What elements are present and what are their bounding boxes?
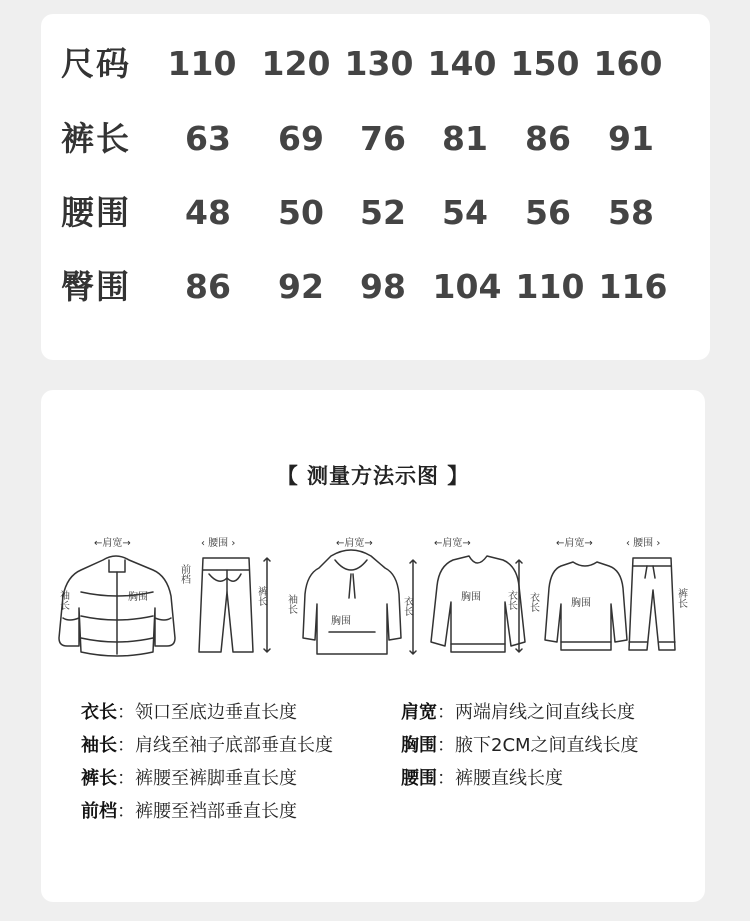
size-cell: 120 — [261, 44, 331, 83]
table-cell: 110 — [515, 267, 585, 306]
definition-item — [401, 731, 639, 761]
size-cell: 160 — [593, 44, 663, 83]
definition-desc: 裤腰至裆部垂直长度 — [135, 801, 297, 822]
definition-term: 肩宽 — [401, 702, 437, 723]
table-cell: 86 — [525, 119, 571, 158]
definition-item — [81, 698, 297, 728]
table-cell: 58 — [608, 193, 654, 232]
size-cell: 140 — [427, 44, 497, 83]
definition-desc: 腋下2CM之间直线长度 — [455, 735, 639, 756]
puffer-jacket-icon — [59, 556, 175, 656]
shoulder-label-2: ←肩宽→ — [336, 538, 373, 549]
pants-icon — [199, 558, 253, 652]
body-length-label-3: 衣长 — [527, 592, 539, 612]
table-cell: 86 — [185, 267, 231, 306]
table-cell: 52 — [360, 193, 406, 232]
table-cell: 63 — [185, 119, 231, 158]
definition-item — [81, 764, 297, 794]
row-label-pants-length: 裤长 — [61, 119, 131, 158]
waist-label-1: ‹ 腰围 › — [201, 538, 236, 549]
definition-colon: ： — [437, 702, 455, 723]
table-cell: 92 — [278, 267, 324, 306]
definition-item — [81, 797, 297, 827]
definition-colon: ： — [437, 768, 455, 789]
definition-desc: 领口至底边垂直长度 — [135, 702, 297, 723]
definition-term: 衣长 — [81, 702, 117, 723]
sleeve-label-2: 袖长 — [285, 594, 297, 614]
table-row — [41, 257, 710, 317]
definition-colon: ： — [437, 735, 455, 756]
definition-item — [401, 764, 563, 794]
definition-colon: ： — [117, 735, 135, 756]
size-cell: 130 — [344, 44, 414, 83]
guide-title: 【 测量方法示图 】 — [276, 464, 470, 488]
shoulder-label-4: ←肩宽→ — [556, 538, 593, 549]
table-cell: 116 — [598, 267, 668, 306]
shoulder-label-1: ←肩宽→ — [94, 538, 131, 549]
pants-length-label-2: 裤长 — [675, 588, 687, 608]
definition-item — [81, 731, 333, 761]
table-cell: 69 — [278, 119, 324, 158]
table-cell: 50 — [278, 193, 324, 232]
definition-colon: ： — [117, 702, 135, 723]
table-cell: 54 — [442, 193, 488, 232]
table-cell: 56 — [525, 193, 571, 232]
definition-term: 腰围 — [401, 768, 437, 789]
definition-desc: 两端肩线之间直线长度 — [455, 702, 635, 723]
table-cell: 91 — [608, 119, 654, 158]
shoulder-label-3: ←肩宽→ — [434, 538, 471, 549]
size-cell: 150 — [510, 44, 580, 83]
definition-term: 袖长 — [81, 735, 117, 756]
definition-colon: ： — [117, 768, 135, 789]
size-header-row — [41, 34, 710, 94]
table-row — [41, 183, 710, 243]
sleeve-label-1: 袖长 — [57, 590, 69, 610]
row-label-waist: 腰围 — [61, 193, 131, 232]
pants-length-label-1: 裤长 — [255, 586, 267, 606]
hoodie-icon — [303, 550, 401, 654]
chest-label-4: 胸围 — [571, 598, 591, 609]
table-row — [41, 109, 710, 169]
table-cell: 48 — [185, 193, 231, 232]
definition-colon: ： — [117, 801, 135, 822]
table-cell: 104 — [432, 267, 502, 306]
definition-term: 胸围 — [401, 735, 437, 756]
size-chart-card — [41, 14, 710, 360]
table-cell: 76 — [360, 119, 406, 158]
table-cell: 81 — [442, 119, 488, 158]
row-label-size: 尺码 — [61, 44, 131, 83]
body-length-label-1: 衣长 — [401, 596, 413, 616]
body-length-label-2: 衣长 — [505, 590, 517, 610]
chest-label-2: 胸围 — [331, 616, 351, 627]
rise-label: 前档 — [178, 564, 190, 584]
garment-illustrations — [41, 530, 705, 670]
definition-term: 前档 — [81, 801, 117, 822]
chest-label-1: 胸围 — [128, 592, 148, 603]
chest-label-3: 胸围 — [461, 592, 481, 603]
waist-label-2: ‹ 腰围 › — [626, 538, 661, 549]
jogger-pants-icon — [629, 558, 675, 650]
row-label-hip: 臀围 — [61, 267, 131, 306]
definition-desc: 裤腰至裤脚垂直长度 — [135, 768, 297, 789]
size-table — [41, 14, 710, 360]
size-cell: 110 — [167, 44, 237, 83]
definition-item — [401, 698, 635, 728]
definition-desc: 肩线至袖子底部垂直长度 — [135, 735, 333, 756]
definition-term: 裤长 — [81, 768, 117, 789]
table-cell: 98 — [360, 267, 406, 306]
definition-desc: 裤腰直线长度 — [455, 768, 563, 789]
measurement-guide-card — [41, 390, 705, 902]
